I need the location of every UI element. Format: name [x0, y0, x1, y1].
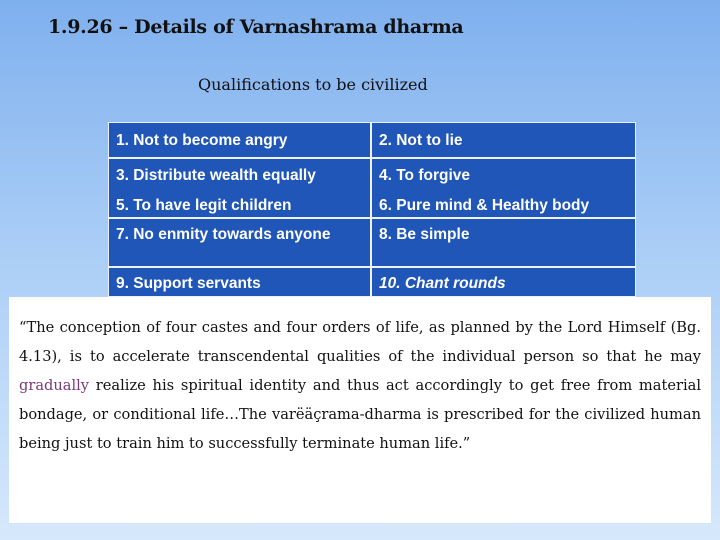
qualification-item-7: 7. No enmity towards anyone: [116, 226, 331, 243]
qualification-item-9: 9. Support servants: [116, 275, 261, 292]
quote-text-before: “The conception of four castes and four orders of life, as planned by the Lord Himself (Bg. 4.13), is to accelerate transcendental qualities of the individual person so that he may: [19, 319, 701, 365]
qualification-item-1: 1. Not to become angry: [116, 132, 288, 149]
qualification-item-10: 10. Chant rounds: [379, 275, 506, 292]
qualification-item-6: 6. Pure mind & Healthy body: [379, 197, 590, 214]
slide-title: 1.9.26 – Details of Varnashrama dharma: [48, 16, 464, 38]
quote-text: [19, 313, 701, 458]
qualification-item-2: 2. Not to lie: [379, 132, 463, 149]
quote-text-after: realize his spiritual identity and thus act accordingly to get free from material bondage, or conditional life…The varëäçrama-dharma is prescribed for the civilized human being just to train him to successfully terminate human life.”: [19, 377, 701, 452]
quote-highlight: gradually: [19, 377, 90, 394]
qualification-item-8: 8. Be simple: [379, 226, 470, 243]
qualifications-table: [108, 122, 636, 297]
qualification-item-5: 5. To have legit children: [116, 197, 292, 214]
qualification-item-4: 4. To forgive: [379, 167, 471, 184]
qualification-item-3: 3. Distribute wealth equally: [116, 167, 316, 184]
quote-box: [9, 297, 711, 523]
slide-subtitle: Qualifications to be civilized: [198, 75, 428, 94]
